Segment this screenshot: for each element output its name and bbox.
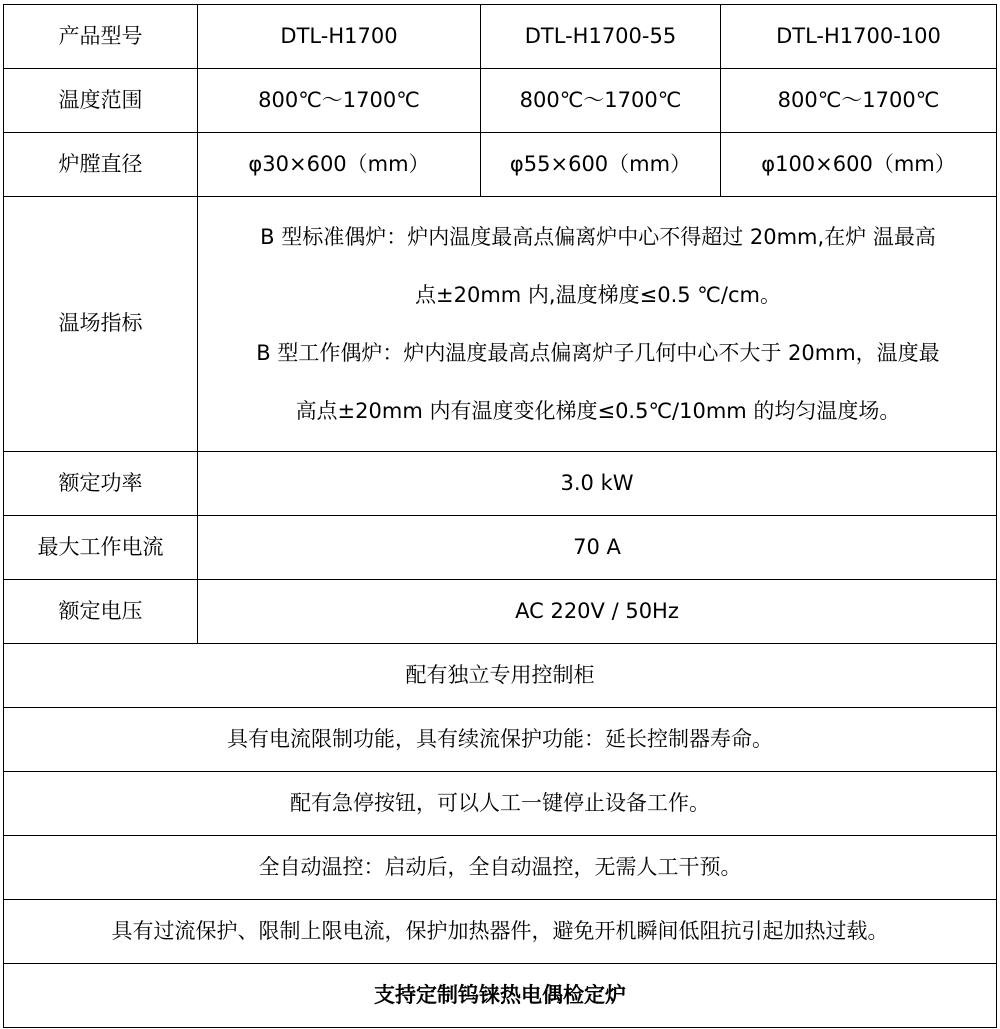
temperature-field-line-3: B 型工作偶炉：炉内温度最高点偏离炉子几何中心不大于 20mm，温度最 xyxy=(256,341,940,365)
temperature-range-value-1: 800℃～1700℃ xyxy=(198,69,481,133)
temperature-field-label: 温场指标 xyxy=(4,197,198,452)
model-value-2: DTL-H1700-55 xyxy=(481,5,721,69)
row-footer xyxy=(4,964,997,1028)
model-label: 产品型号 xyxy=(4,5,198,69)
row-feature-2 xyxy=(4,708,997,772)
row-max-current xyxy=(4,516,997,580)
row-feature-4 xyxy=(4,836,997,900)
chamber-diameter-value-2: φ55×600（mm） xyxy=(481,133,721,197)
temperature-field-line-1: B 型标准偶炉：炉内温度最高点偏离炉中心不得超过 20mm,在炉 温最高 xyxy=(260,225,936,249)
row-rated-power xyxy=(4,452,997,516)
temperature-range-value-2: 800℃～1700℃ xyxy=(481,69,721,133)
rated-power-label: 额定功率 xyxy=(4,452,198,516)
temperature-field-line-4: 高点±20mm 内有温度变化梯度≤0.5℃/10mm 的均匀温度场。 xyxy=(295,399,901,423)
model-value-1: DTL-H1700 xyxy=(198,5,481,69)
rated-power-value: 3.0 kW xyxy=(198,452,997,516)
temperature-range-label: 温度范围 xyxy=(4,69,198,133)
max-current-value: 70 A xyxy=(198,516,997,580)
row-model xyxy=(4,5,997,69)
row-feature-3 xyxy=(4,772,997,836)
row-rated-voltage xyxy=(4,580,997,644)
model-value-3: DTL-H1700-100 xyxy=(721,5,997,69)
feature-current-limit: 具有电流限制功能，具有续流保护功能：延长控制器寿命。 xyxy=(4,708,997,772)
chamber-diameter-value-1: φ30×600（mm） xyxy=(198,133,481,197)
row-feature-1 xyxy=(4,644,997,708)
feature-emergency-stop: 配有急停按钮，可以人工一键停止设备工作。 xyxy=(4,772,997,836)
rated-voltage-label: 额定电压 xyxy=(4,580,198,644)
max-current-label: 最大工作电流 xyxy=(4,516,198,580)
row-temperature-range xyxy=(4,69,997,133)
chamber-diameter-label: 炉膛直径 xyxy=(4,133,198,197)
feature-overcurrent-protection: 具有过流保护、限制上限电流，保护加热器件，避免开机瞬间低阻抗引起加热过载。 xyxy=(4,900,997,964)
temperature-range-value-3: 800℃～1700℃ xyxy=(721,69,997,133)
row-chamber-diameter xyxy=(4,133,997,197)
feature-auto-temp-control: 全自动温控：启动后，全自动温控，无需人工干预。 xyxy=(4,836,997,900)
temperature-field-line-2: 点±20mm 内,温度梯度≤0.5 ℃/cm。 xyxy=(415,283,781,307)
rated-voltage-value: AC 220V / 50Hz xyxy=(198,580,997,644)
feature-control-cabinet: 配有独立专用控制柜 xyxy=(4,644,997,708)
spec-table xyxy=(3,4,997,1028)
footer-note: 支持定制钨铼热电偶检定炉 xyxy=(4,964,997,1028)
row-feature-5 xyxy=(4,900,997,964)
chamber-diameter-value-3: φ100×600（mm） xyxy=(721,133,997,197)
row-temperature-field xyxy=(4,197,997,452)
temperature-field-description xyxy=(198,197,997,452)
